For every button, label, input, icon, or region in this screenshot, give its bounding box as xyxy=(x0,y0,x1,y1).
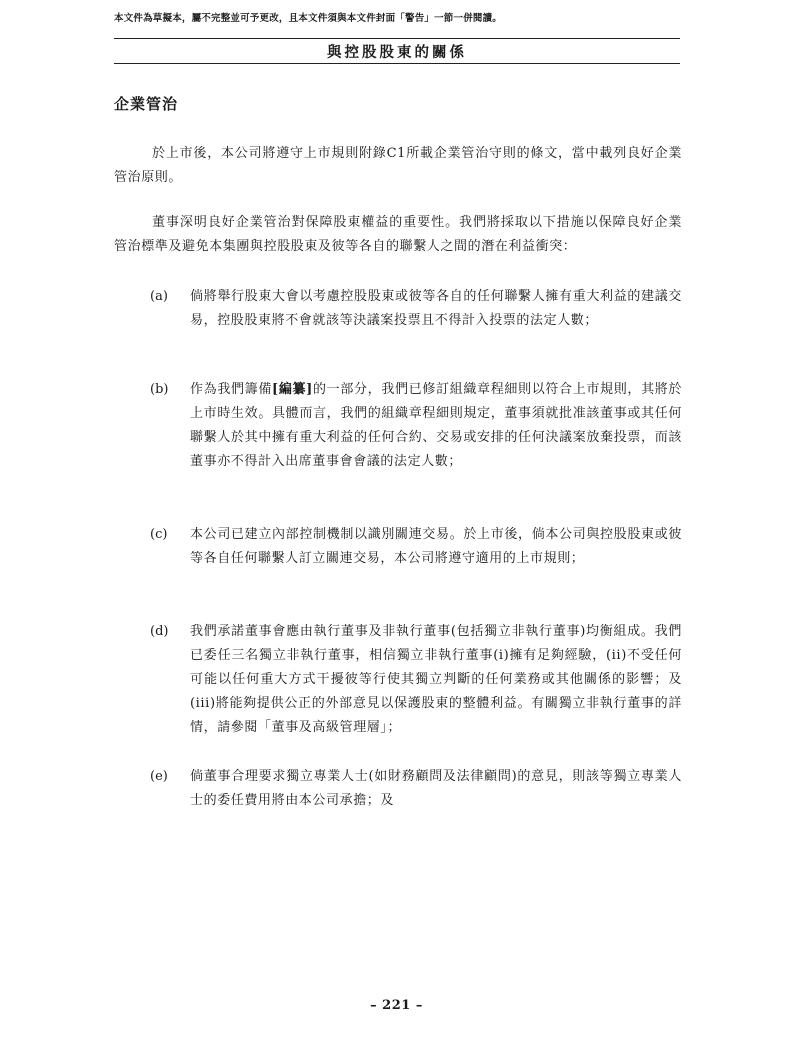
list-item-text: 我們承諾董事會應由執行董事及非執行董事(包括獨立非執行董事)均衡組成。我們已委任三名獨立非執行董事，相信獨立非執行董事(i)擁有足夠經驗，(ii)不受任何可能以任何重大方式干擾彼等行使其獨立判斷的任何業務或其他關係的影響；及(iii)將能夠提供公正的外部意見以保護股東的整體利益。有關獨立非執行董事的詳情，請參閱「董事及高級管理層」； xyxy=(190,624,682,735)
list-item-label: (b) xyxy=(150,382,169,397)
list-item xyxy=(150,285,682,333)
list-item xyxy=(150,765,682,813)
page-heading: 企業管治 xyxy=(114,95,179,113)
header-top-rule xyxy=(114,38,680,39)
list-item xyxy=(150,378,682,474)
paragraph-governance-measures: 董事深明良好企業管治對保障股東權益的重要性。我們將採取以下措施以保障良好企業管治標準及避免本集團與控股股東及彼等各自的聯繫人之間的潛在利益衝突： xyxy=(114,215,682,254)
list-item-text: 本公司已建立內部控制機制以識別關連交易。於上市後，倘本公司與控股股東或彼等各自任何聯繫人訂立關連交易，本公司將遵守適用的上市規則； xyxy=(190,527,682,566)
list-item-label: (a) xyxy=(150,289,168,304)
list-item xyxy=(150,620,682,740)
redacted-placeholder: [編纂] xyxy=(272,382,313,397)
list-item xyxy=(150,523,682,571)
paragraph-listing-compliance: 於上市後，本公司將遵守上市規則附錄C1所載企業管治守則的條文，當中載列良好企業管治原則。 xyxy=(114,146,682,185)
header-bottom-rule xyxy=(114,63,680,64)
list-item-text xyxy=(190,378,682,474)
section-title: 與控股股東的關係 xyxy=(327,45,467,61)
list-item-label: (c) xyxy=(150,527,168,542)
list-item-label: (d) xyxy=(150,624,169,639)
list-item-text-after: 的一部分，我們已修訂組織章程細則以符合上市規則，其將於上市時生效。具體而言，我們的組織章程細則規定，董事須就批准該董事或其任何聯繫人於其中擁有重大利益的任何合約、交易或安排的任何決議案放棄投票，而該董事亦不得計入出席董事會會議的法定人數； xyxy=(190,382,683,469)
page-number: – 221 – xyxy=(370,998,423,1013)
list-item-label: (e) xyxy=(150,769,168,784)
list-item-text: 倘將舉行股東大會以考慮控股股東或彼等各自的任何聯繫人擁有重大利益的建議交易，控股股東將不會就該等決議案投票且不得計入投票的法定人數； xyxy=(190,289,682,328)
list-item-text: 倘董事合理要求獨立專業人士(如財務顧問及法律顧問)的意見，則該等獨立專業人士的委任費用將由本公司承擔；及 xyxy=(190,769,682,808)
list-item-text-before: 作為我們籌備 xyxy=(190,382,273,397)
draft-disclaimer: 本文件為草擬本，屬不完整並可予更改，且本文件須與本文件封面「警告」一節一併閱讀。 xyxy=(114,13,503,24)
